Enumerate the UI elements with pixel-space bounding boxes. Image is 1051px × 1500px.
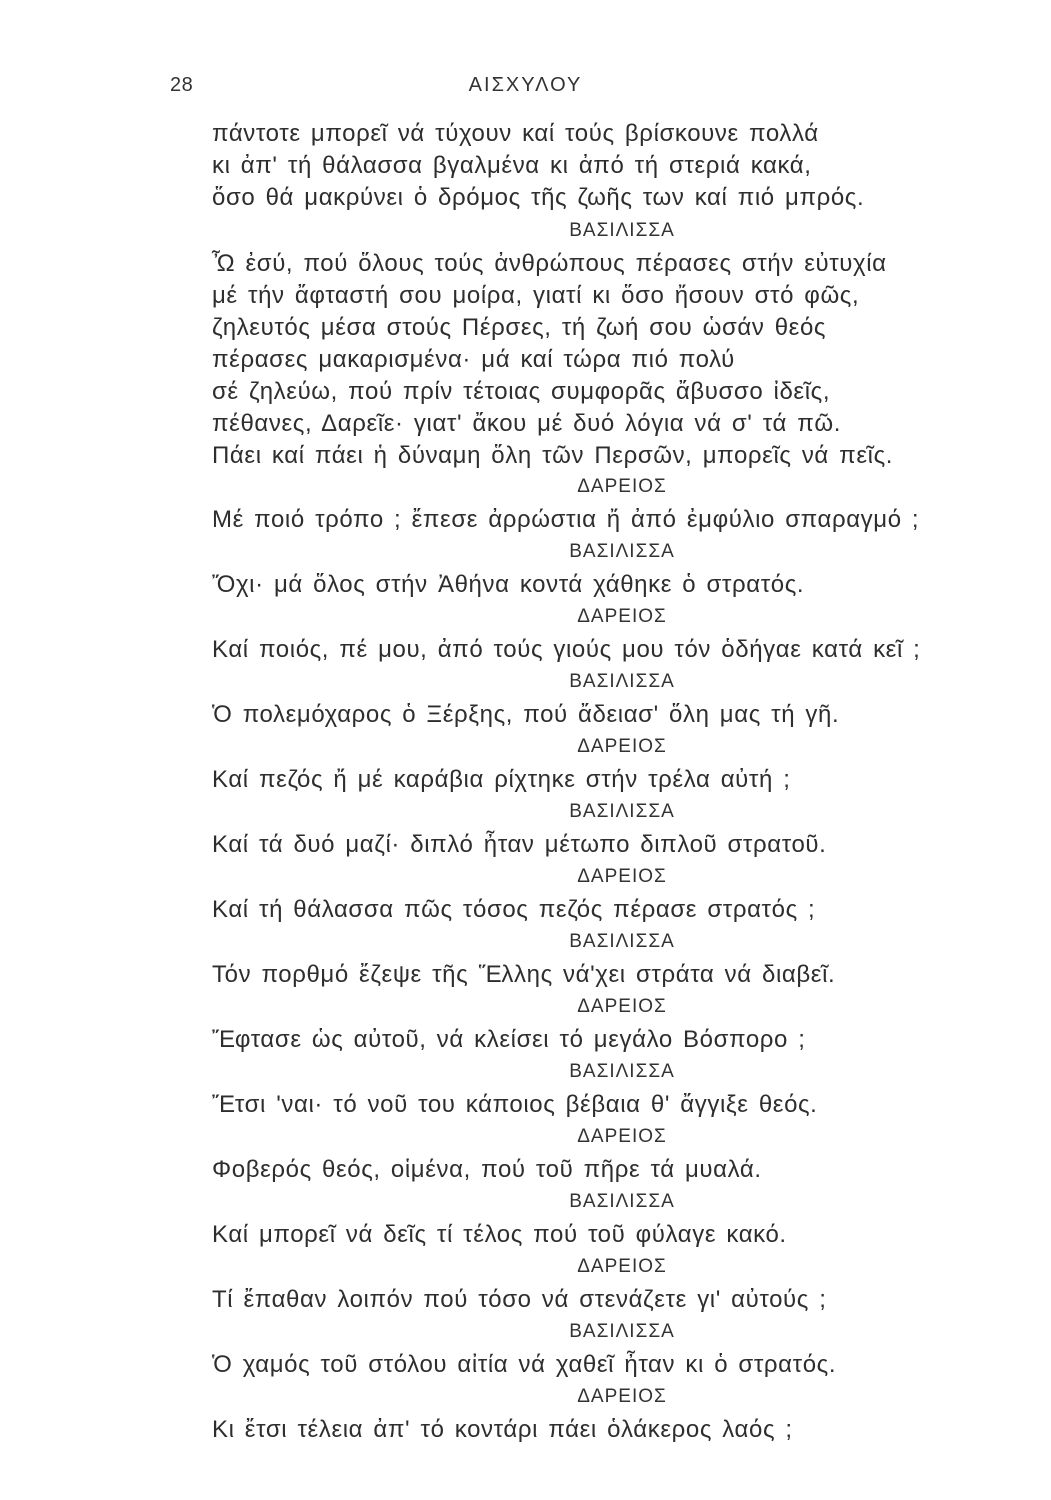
verse-line: Κι ἔτσι τέλεια ἀπ' τό κοντάρι πάει ὁλάκερος λαός ; (212, 1416, 793, 1443)
verse-line: Ὁ πολεμόχαρος ὁ Ξέρξης, πού ἄδειασ' ὅλη μας τή γῆ. (212, 701, 840, 728)
verse-line: Ἔτσι 'ναι· τό νοῦ του κάποιος βέβαια θ' ἄγγιξε θεός. (212, 1091, 818, 1118)
text-block (212, 118, 982, 1447)
verse-line: ζηλευτός μέσα στούς Πέρσες, τή ζωή σου ὡσάν θεός (212, 314, 827, 341)
verse-line: Τόν πορθμό ἔζεψε τῆς Ἕλλης νά'χει στράτα νά διαβεῖ. (212, 961, 836, 988)
speaker-name: ΔΑΡΕΙΟΣ (577, 996, 667, 1017)
speaker-name: ΔΑΡΕΙΟΣ (577, 736, 667, 757)
speaker-name: ΒΑΣΙΛΙΣΣΑ (569, 801, 675, 822)
verse-line: σέ ζηλεύω, πού πρίν τέτοιας συμφορᾶς ἄβυσσο ἰδεῖς, (212, 378, 831, 405)
verse-line: Καί τά δυό μαζί· διπλό ἦταν μέτωπο διπλοῦ στρατοῦ. (212, 831, 827, 858)
dialogue-exchange (212, 1187, 982, 1252)
speaker-name: ΔΑΡΕΙΟΣ (577, 866, 667, 887)
dialogue-exchange (212, 732, 982, 797)
verse-line: Καί μπορεῖ νά δεῖς τί τέλος πού τοῦ φύλαγε κακό. (212, 1221, 787, 1248)
speaker-name: ΒΑΣΙΛΙΣΣΑ (569, 541, 675, 562)
verse-line: Ὦ ἐσύ, πού ὅλους τούς ἀνθρώπους πέρασες στήν εὐτυχία (212, 250, 887, 277)
dialogue-exchange (212, 472, 982, 537)
speaker-name: ΔΑΡΕΙΟΣ (577, 1126, 667, 1147)
verse-line: Καί ποιός, πέ μου, ἀπό τούς γιούς μου τόν ὁδήγαε κατά κεῖ ; (212, 636, 921, 663)
dialogue-exchange (212, 992, 982, 1057)
dialogue-exchange (212, 1382, 982, 1447)
dialogue-exchange (212, 927, 982, 992)
dialogue-exchange (212, 667, 982, 732)
speaker-name: ΔΑΡΕΙΟΣ (577, 1256, 667, 1277)
verse-line: Καί πεζός ἤ μέ καράβια ρίχτηκε στήν τρέλα αὐτή ; (212, 766, 791, 793)
page-number: 28 (170, 74, 194, 96)
dialogue-exchange (212, 1122, 982, 1187)
speaker-name: ΔΑΡΕΙΟΣ (577, 1386, 667, 1407)
speaker-name: ΒΑΣΙΛΙΣΣΑ (569, 1191, 675, 1212)
verse-line: Ὁ χαμός τοῦ στόλου αἰτία νά χαθεῖ ἦταν κι ὁ στρατός. (212, 1351, 837, 1378)
speaker-name: ΔΑΡΕΙΟΣ (577, 476, 667, 497)
verse-line: Φοβερός θεός, οἱμένα, πού τοῦ πῆρε τά μυαλά. (212, 1156, 762, 1183)
speaker-name: ΒΑΣΙΛΙΣΣΑ (569, 1061, 675, 1082)
verse-line: μέ τήν ἄφταστή σου μοίρα, γιατί κι ὅσο ἤσουν στό φῶς, (212, 282, 860, 309)
dialogue-exchange (212, 1057, 982, 1122)
verse-line: ὅσο θά μακρύνει ὁ δρόμος τῆς ζωῆς των καί πιό μπρός. (212, 184, 865, 211)
verse-line: Καί τή θάλασσα πῶς τόσος πεζός πέρασε στρατός ; (212, 896, 816, 923)
running-head: ΑΙΣΧΥΛΟΥ (468, 74, 583, 96)
dialogue-exchange (212, 797, 982, 862)
verse-line: πέρασες μακαρισμένα· μά καί τώρα πιό πολύ (212, 346, 735, 373)
speaker-name: ΒΑΣΙΛΙΣΣΑ (569, 220, 675, 241)
dialogue-exchange (212, 1252, 982, 1317)
speaker-name: ΒΑΣΙΛΙΣΣΑ (569, 931, 675, 952)
verse-line: Ἔφτασε ὡς αὐτοῦ, νά κλείσει τό μεγάλο Βόσπορο ; (212, 1026, 806, 1053)
verse-line: Πάει καί πάει ἡ δύναμη ὅλη τῶν Περσῶν, μπορεῖς νά πεῖς. (212, 442, 893, 469)
dialogue-exchange (212, 537, 982, 602)
dialogue-exchange (212, 602, 982, 667)
verse-line: πάντοτε μπορεῖ νά τύχουν καί τούς βρίσκουνε πολλά (212, 120, 819, 147)
speaker-name: ΔΑΡΕΙΟΣ (577, 606, 667, 627)
dialogue-exchange (212, 1317, 982, 1382)
verse-line: Τί ἔπαθαν λοιπόν πού τόσο νά στενάζετε γι' αὐτούς ; (212, 1286, 827, 1313)
verse-line: Μέ ποιό τρόπο ; ἔπεσε ἀρρώστια ἤ ἀπό ἐμφύλιο σπαραγμό ; (212, 506, 920, 533)
speaker-name: ΒΑΣΙΛΙΣΣΑ (569, 1321, 675, 1342)
speaker-name: ΒΑΣΙΛΙΣΣΑ (569, 671, 675, 692)
verse-line: κι ἀπ' τή θάλασσα βγαλμένα κι ἀπό τή στεριά κακά, (212, 152, 812, 179)
verse-line: Ὄχι· μά ὅλος στήν Ἀθήνα κοντά χάθηκε ὁ στρατός. (212, 571, 805, 598)
dialogue-exchange (212, 862, 982, 927)
verse-line: πέθανες, Δαρεῖε· γιατ' ἄκου μέ δυό λόγια νά σ' τά πῶ. (212, 410, 841, 437)
